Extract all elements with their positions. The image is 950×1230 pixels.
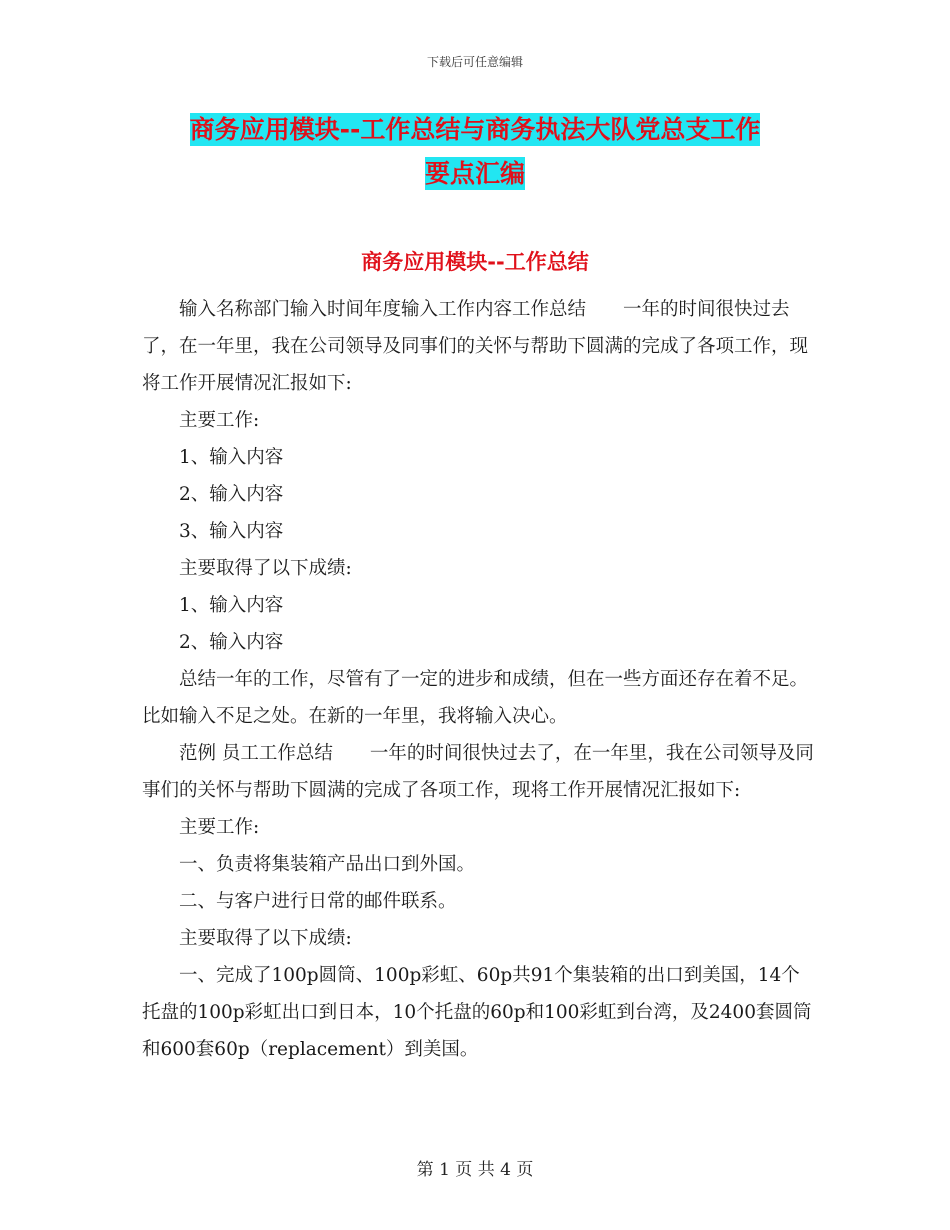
- document-title: [140, 108, 810, 196]
- list-item: 二、与客户进行日常的邮件联系。: [179, 891, 457, 912]
- list-item: 3、输入内容: [179, 521, 284, 542]
- list-item: 一、完成了100p圆筒、100p彩虹、60p共91个集装箱的出口到美国，14个托盘的100p彩虹出口到日本，10个托盘的60p和100彩虹到台湾，及2400套圆筒和600套60p（replacement）到美国。: [142, 965, 812, 1060]
- list-item: 1、输入内容: [179, 447, 284, 468]
- paragraph: 主要工作:: [179, 410, 260, 431]
- paragraph: 主要取得了以下成绩:: [179, 558, 352, 579]
- paragraph: 主要工作:: [179, 817, 260, 838]
- paragraph: 输入名称部门输入时间年度输入工作内容工作总结 一年的时间很快过去了，在一年里，我在公司领导及同事们的关怀与帮助下圆满的完成了各项工作，现将工作开展情况汇报如下:: [142, 299, 809, 394]
- header-note: 下载后可任意编辑: [426, 55, 523, 69]
- paragraph: 主要取得了以下成绩:: [179, 928, 352, 949]
- list-item: 2、输入内容: [179, 484, 284, 505]
- list-item: 2、输入内容: [179, 632, 284, 653]
- paragraph: 总结一年的工作，尽管有了一定的进步和成绩，但在一些方面还存在着不足。比如输入不足之处。在新的一年里，我将输入决心。: [142, 669, 809, 727]
- title-line-1: 商务应用模块--工作总结与商务执法大队党总支工作: [189, 115, 761, 144]
- title-line-2: 要点汇编: [424, 159, 525, 188]
- page-number: 第 1 页 共 4 页: [416, 1160, 534, 1180]
- paragraph: 范例 员工工作总结 一年的时间很快过去了，在一年里，我在公司领导及同事们的关怀与帮助下圆满的完成了各项工作，现将工作开展情况汇报如下:: [142, 743, 814, 801]
- document-body: [142, 291, 814, 1068]
- list-item: 1、输入内容: [179, 595, 284, 616]
- list-item: 一、负责将集装箱产品出口到外国。: [179, 854, 476, 875]
- section-title: 商务应用模块--工作总结: [361, 250, 589, 274]
